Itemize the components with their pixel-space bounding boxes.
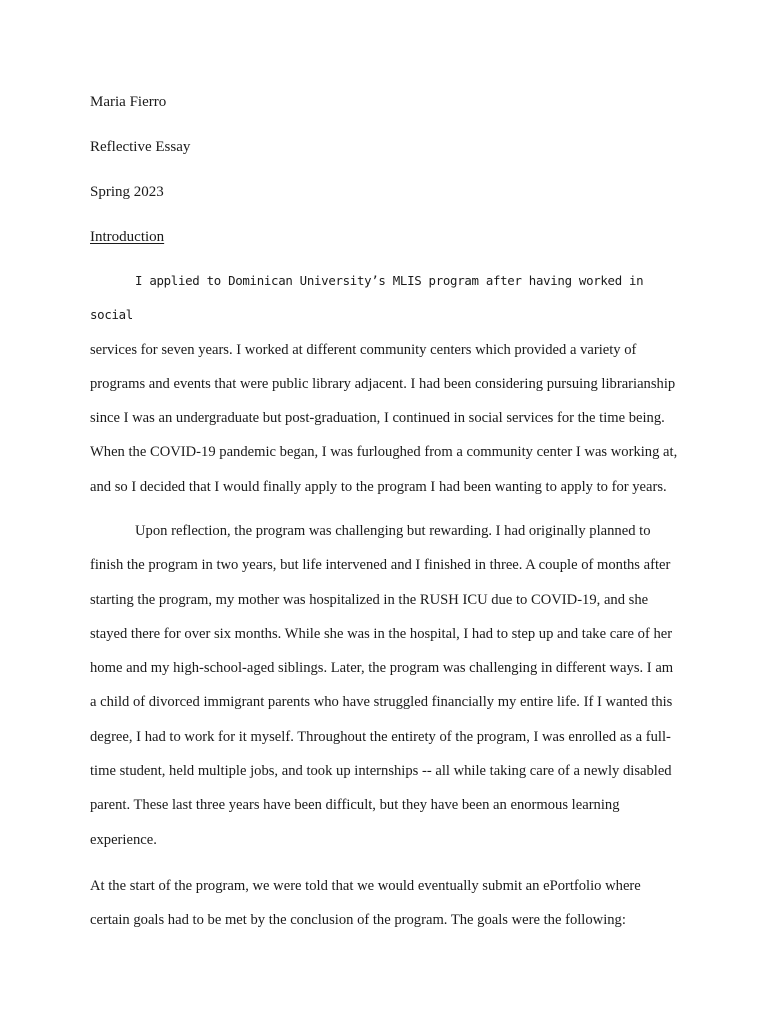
term-date: Spring 2023 xyxy=(90,184,164,200)
author-name: Maria Fierro xyxy=(90,94,167,110)
paragraph-3 xyxy=(90,869,680,938)
paragraph-3-body: At the start of the program, we were told that we would eventually submit an ePortfolio where certain goals had to be met by the conclusion of the program. The goals were the following: xyxy=(90,878,641,929)
paragraph-2-body: Upon reflection, the program was challenging but rewarding. I had originally planned to finish the program in two years, but life intervened and I finished in three. A couple of months after starting the program, my mother was hospitalized in the RUSH ICU due to COVID-19, and she stayed there for over six months. While she was in the hospital, I had to step up and take care of her home and my high-school-aged siblings. Later, the program was challenging in different ways. I am a child of divorced immigrant parents who have struggled financially my entire life. If I wanted this degree, I had to work for it myself. Throughout the entirety of the program, I was enrolled as a full-time student, held multiple jobs, and took up internships -- all while taking care of a newly disabled parent. These last three years have been difficult, but they have been an enormous learning experience. xyxy=(90,523,674,848)
document-type: Reflective Essay xyxy=(90,139,191,155)
paragraph-1 xyxy=(90,264,680,504)
section-heading: Introduction xyxy=(90,229,165,245)
paragraph-1-first-line: I applied to Dominican University’s MLIS program after having worked in social xyxy=(90,273,644,323)
paragraph-2 xyxy=(90,514,680,857)
paragraph-1-body: services for seven years. I worked at different community centers which provided a variety of programs and events that were public library adjacent. I had been considering pursuing librarianship since I was an undergraduate but post-graduation, I continued in social services for the time being. When the COVID-19 pandemic began, I was furloughed from a community center I was working at, and so I decided that I would finally apply to the program I had been wanting to apply to for years. xyxy=(90,341,678,495)
